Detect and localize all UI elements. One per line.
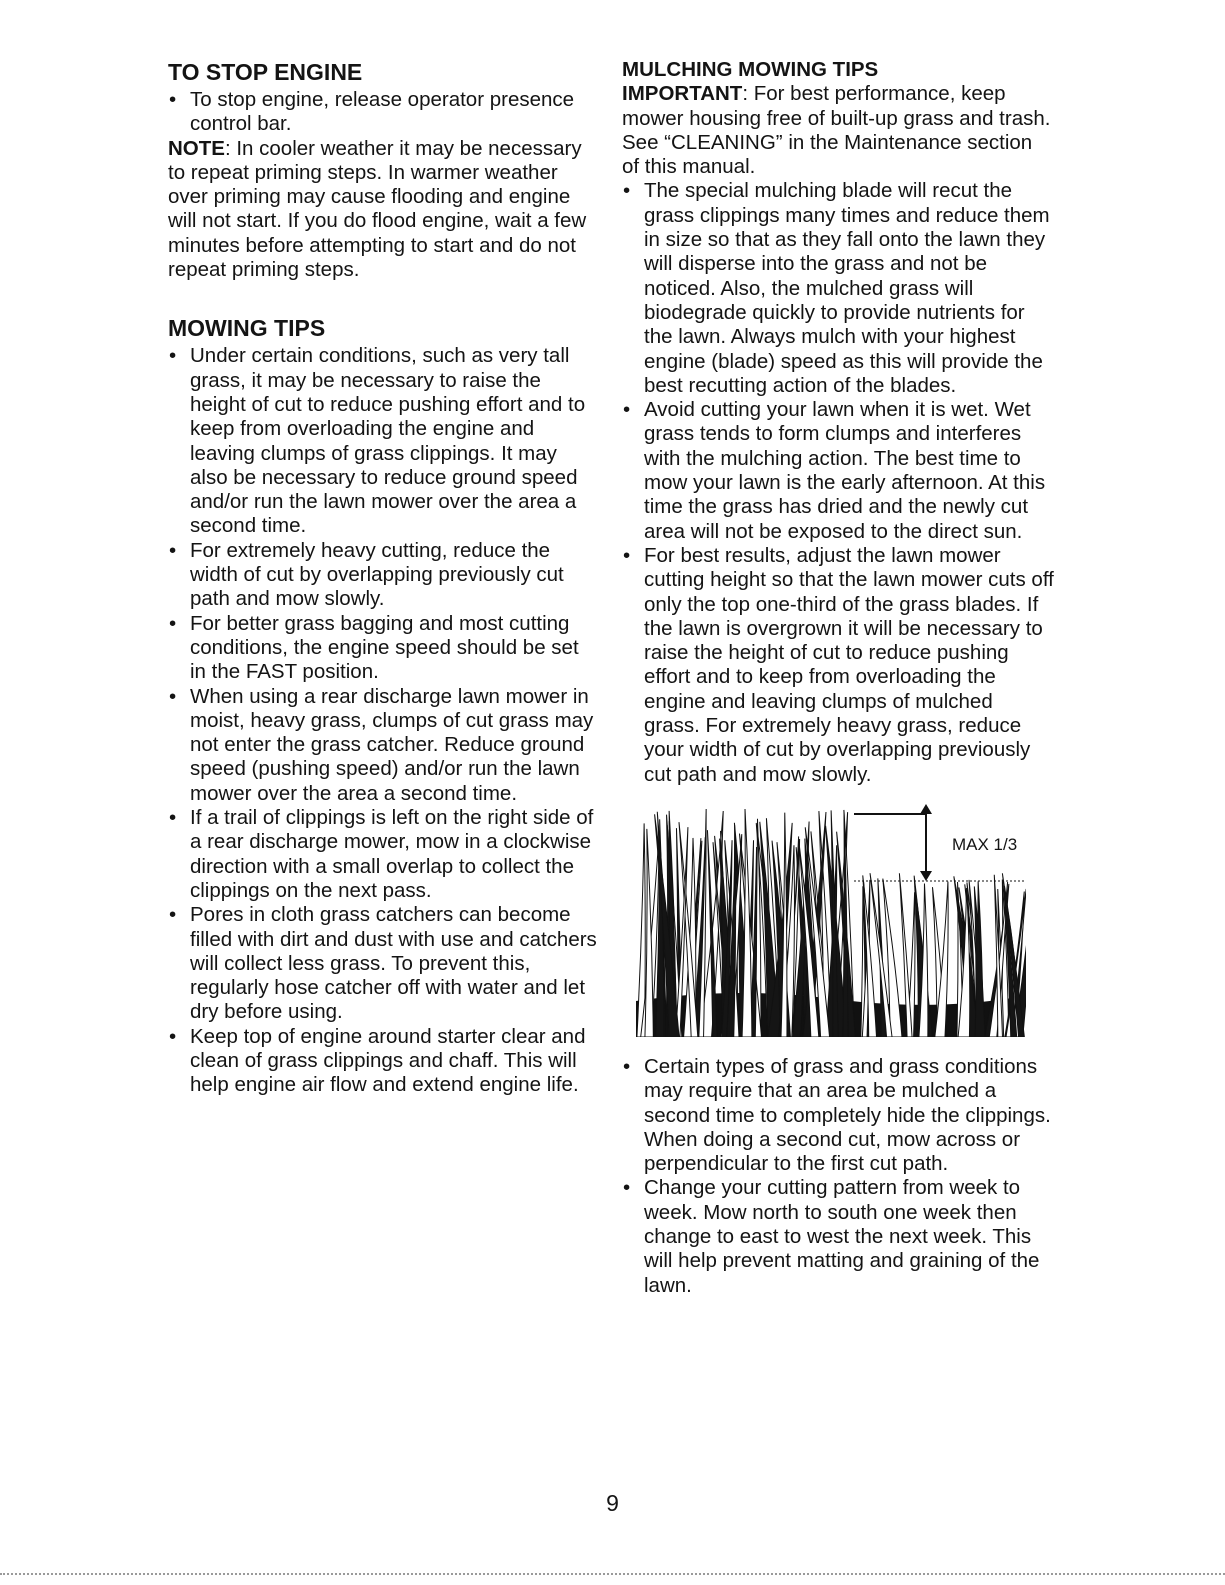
mowing-tips-heading: MOWING TIPS (168, 315, 326, 342)
note-text: : In cooler weather it may be necessary to repeat priming steps. In warmer weather over priming may cause flooding and engine will not start. If you do flood engine, wait a few minutes before attempting to start and do not repeat priming steps. (168, 136, 587, 282)
list-item: • If a trail of clippings is left on the right side of a rear discharge mower, mow in a clockwise direction with a small overlap to collect the clippings on the next pass. (169, 806, 594, 902)
note-paragraph (168, 137, 598, 283)
list-item: • For extremely heavy cutting, reduce the width of cut by overlapping previously cut path and mow slowly. (169, 538, 564, 611)
bullet-icon: • (169, 903, 177, 927)
bottom-rule (0, 1573, 1225, 1575)
bullet-icon: • (623, 543, 631, 567)
list-item: • Change your cutting pattern from week to week. Mow north to south one week then change to east to west the next week. This will help prevent matting and graining of the lawn. (623, 1176, 1040, 1297)
bullet-icon: • (169, 88, 177, 111)
mulching-tips-heading: MULCHING MOWING TIPS (622, 58, 879, 81)
mulching-tips-list-continued (622, 1055, 1054, 1298)
bullet-icon: • (169, 611, 177, 635)
bullet-icon: • (169, 344, 177, 368)
bullet-icon: • (623, 398, 631, 422)
bullet-icon: • (623, 1176, 631, 1200)
bullet-icon: • (169, 1024, 177, 1048)
bullet-icon: • (623, 1054, 631, 1078)
important-text: : For best performance, keep mower housing free of built-up grass and trash. See “CLEANING” in the Maintenance section of this manual. (622, 82, 1051, 179)
important-paragraph (622, 82, 1054, 179)
list-item: • When using a rear discharge lawn mower in moist, heavy grass, clumps of cut grass may not enter the grass catcher. Reduce ground speed (pushing speed) and/or run the lawn mower over the area a second time. (169, 684, 594, 805)
important-label: IMPORTANT (622, 82, 743, 106)
bullet-icon: • (169, 538, 177, 562)
bullet-icon: • (169, 806, 177, 830)
list-item: • To stop engine, release operator presence control bar. (169, 88, 575, 136)
list-item: • For best results, adjust the lawn mower cutting height so that the lawn mower cuts off only the top one-third of the grass blades. If the lawn is overgrown it will be necessary to raise the height of cut to reduce pushing effort and to keep from overloading the engine and leaving clumps of mulched grass. For extremely heavy grass, reduce your width of cut by overlapping previously cut path and mow slowly. (623, 543, 1054, 786)
left-column (168, 58, 598, 1098)
list-item: • For better grass bagging and most cutting conditions, the engine speed should be set in the FAST position. (169, 611, 579, 684)
bullet-icon: • (169, 684, 177, 708)
max-one-third-label: MAX 1/3 (952, 834, 1018, 854)
mowing-tips-list (168, 344, 598, 1097)
grass-cutting-height-illustration (634, 801, 1026, 1037)
bullet-icon: • (623, 179, 631, 203)
page-number: 9 (606, 1490, 619, 1516)
right-column (622, 58, 1054, 1298)
stop-engine-list (168, 88, 598, 137)
stop-engine-heading: TO STOP ENGINE (168, 59, 363, 85)
list-item: • Pores in cloth grass catchers can become filled with dirt and dust with use and catchers will collect less grass. To prevent this, regularly hose catcher off with water and let dry before using. (169, 903, 597, 1024)
list-item: • Avoid cutting your lawn when it is wet. Wet grass tends to form clumps and interferes with the mulching action. The best time to mow your lawn is the early afternoon. At this time the grass has dried and the newly cut area will not be exposed to the direct sun. (623, 398, 1046, 543)
mulching-tips-list (622, 179, 1054, 786)
note-label: NOTE (168, 136, 225, 160)
list-item: • The special mulching blade will recut the grass clippings many times and reduce them in size so that as they fall onto the lawn they will disperse into the grass and not be noticed. Also, the mulched grass will biodegrade quickly to provide nutrients for the lawn. Always mulch with your highest engine (blade) speed as this will provide the best recutting action of the blades. (623, 179, 1050, 397)
list-item: • Under certain conditions, such as very tall grass, it may be necessary to raise the height of cut to reduce pushing effort and to keep from overloading the engine and leaving clumps of grass clippings. It may also be necessary to reduce ground speed and/or run the lawn mower over the area a second time. (169, 344, 586, 538)
list-item: • Keep top of engine around starter clear and clean of grass clippings and chaff. This will help engine air flow and extend engine life. (169, 1024, 586, 1097)
list-item: • Certain types of grass and grass conditions may require that an area be mulched a second time to completely hide the clippings. When doing a second cut, mow across or perpendicular to the first cut path. (623, 1054, 1051, 1176)
